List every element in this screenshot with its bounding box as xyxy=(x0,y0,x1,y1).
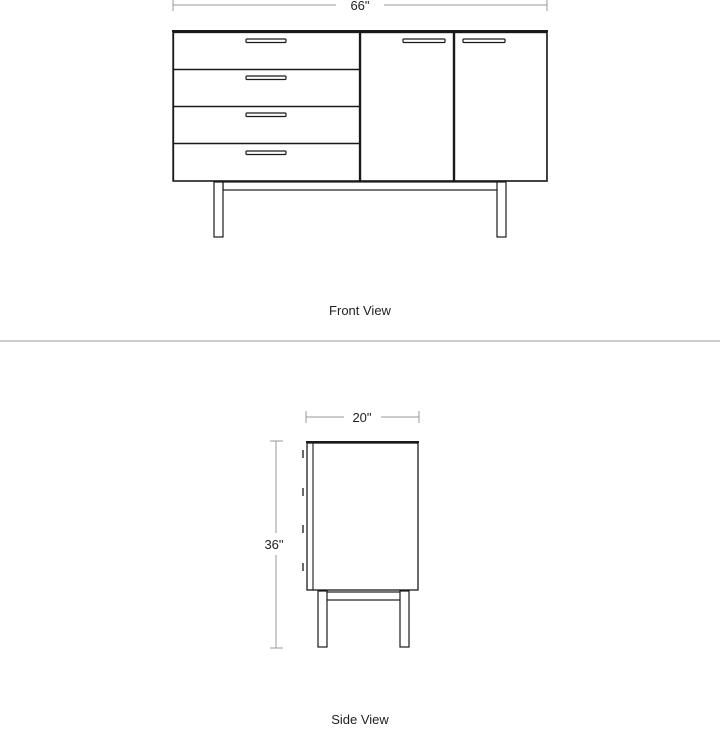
drawer-4-pull xyxy=(246,151,286,155)
drawer-4 xyxy=(174,144,360,182)
front-width-label: 66" xyxy=(350,0,370,13)
front-cabinet xyxy=(172,31,548,181)
drawer-3 xyxy=(174,107,360,144)
side-view xyxy=(264,410,419,727)
front-base xyxy=(214,182,506,237)
side-view-label: Side View xyxy=(331,712,389,727)
front-leg-right xyxy=(497,182,506,237)
front-view xyxy=(172,0,548,318)
side-leg-back xyxy=(400,591,409,647)
door-left xyxy=(361,33,454,182)
door-right-pull xyxy=(463,39,505,43)
drawer-2 xyxy=(174,70,360,107)
side-base xyxy=(318,591,409,647)
drawer-3-pull xyxy=(246,113,286,117)
front-leg-left xyxy=(214,182,223,237)
drawer-1 xyxy=(174,33,360,70)
side-cabinet-outline xyxy=(307,443,418,590)
front-stretcher xyxy=(223,182,498,190)
front-pulls xyxy=(246,39,505,155)
side-stretcher xyxy=(326,592,401,600)
side-depth-label: 20" xyxy=(352,410,372,425)
side-height-label: 36" xyxy=(264,537,284,552)
door-right xyxy=(455,33,548,182)
door-left-pull xyxy=(403,39,445,43)
drawer-2-pull xyxy=(246,76,286,80)
front-view-label: Front View xyxy=(329,303,391,318)
side-cabinet xyxy=(306,442,419,590)
side-leg-front xyxy=(318,591,327,647)
drawer-1-pull xyxy=(246,39,286,43)
